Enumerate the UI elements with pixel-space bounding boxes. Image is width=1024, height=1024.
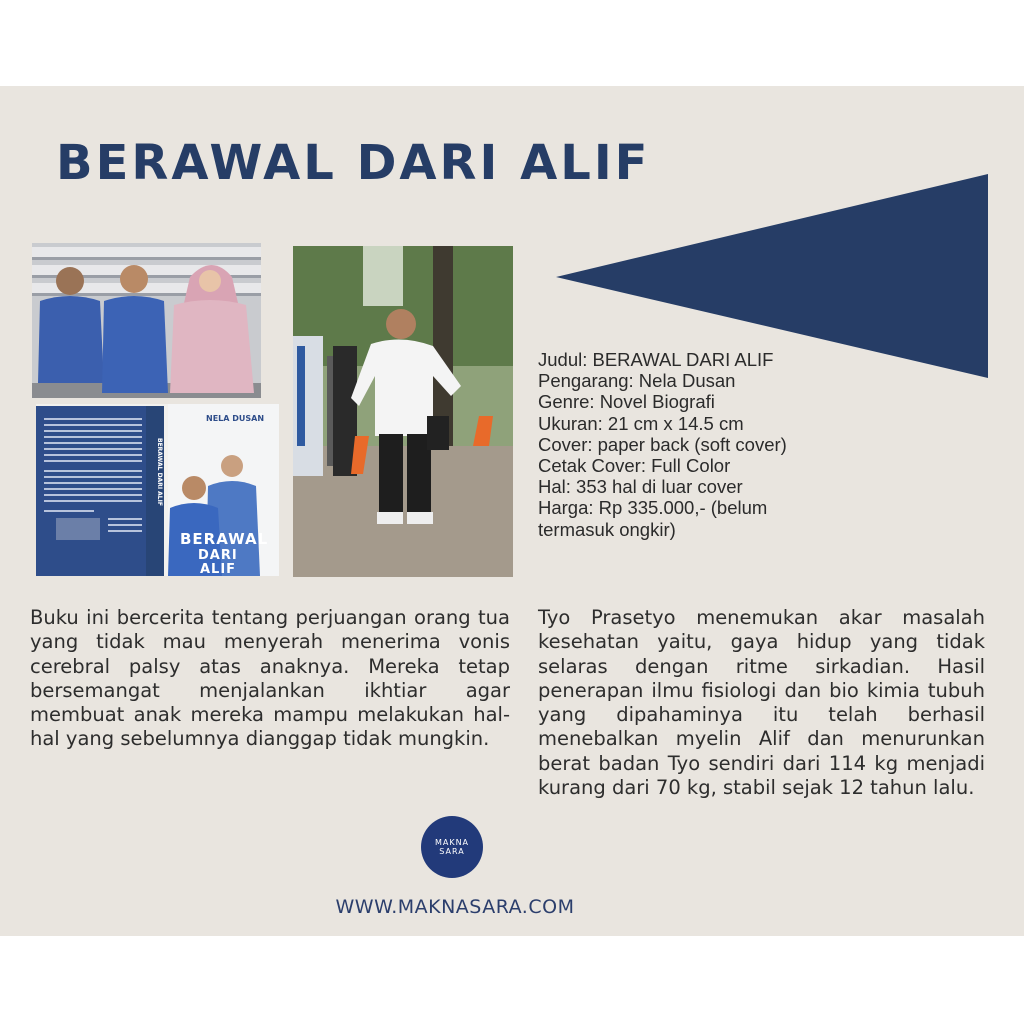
logo-line-2: SARA (439, 847, 465, 856)
detail-title: Judul: BERAWAL DARI ALIF (538, 349, 774, 370)
book-title-line1: BERAWAL (180, 530, 269, 548)
family-photo (32, 243, 261, 398)
detail-cover: Cover: paper back (soft cover) (538, 433, 787, 455)
detail-author: Pengarang: Nela Dusan (538, 370, 736, 392)
detail-price: Harga: Rp 335.000,- (belum termasuk ongkir) (538, 497, 768, 540)
book-title-line3: ALIF (200, 562, 237, 576)
description-left: Buku ini bercerita tentang perjuangan orang tua yang tidak mau menyerah menerima vonis cerebral palsy atas anaknya. Mereka tetap bersemangat menjalankan ikhtiar agar membuat anak mereka mampu melakukan hal-hal yang sebelumnya dianggap tidak mungkin. (30, 606, 510, 751)
logo-line-1: MAKNA (434, 838, 470, 847)
description-right: Tyo Prasetyo menemukan akar masalah kesehatan yaitu, gaya hidup yang tidak selaras dengan ritme sirkadian. Hasil penerapan ilmu fisiologi dan bio kimia tubuh yang dipahaminya itu telah berhasil menebalkan myelin Alif dan menurunkan berat badan Tyo sendiri dari 114 kg menjadi kurang dari 70 kg, stabil sejak 12 tahun lalu. (538, 606, 985, 800)
page-title: BERAWAL DARI ALIF (56, 135, 651, 191)
maknasara-logo (421, 816, 483, 878)
detail-size: Ukuran: 21 cm x 14.5 cm (538, 412, 744, 434)
book-details-list (538, 349, 838, 540)
detail-genre: Genre: Novel Biografi (538, 391, 715, 413)
detail-pages: Hal: 353 hal di luar cover (538, 476, 743, 498)
book-cover-photo (36, 404, 279, 576)
detail-cover-print: Cetak Cover: Full Color (538, 455, 731, 477)
book-title-line2: DARI (198, 548, 238, 563)
book-spine-text: BERAWAL DARI ALIF (156, 438, 163, 506)
website-link[interactable]: WWW.MAKNASARA.COM (335, 896, 575, 918)
book-author: NELA DUSAN (206, 414, 265, 423)
walking-boy-photo (293, 246, 513, 577)
